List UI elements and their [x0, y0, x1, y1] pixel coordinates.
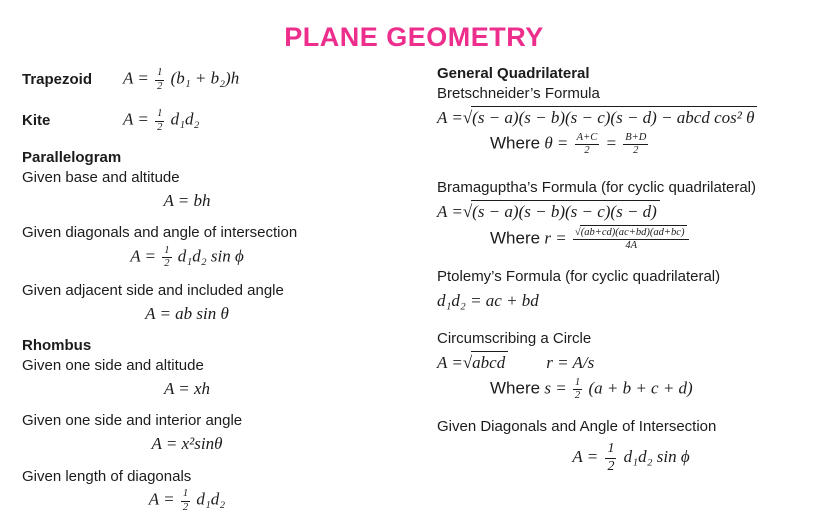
- section-heading-rhombus: Rhombus: [22, 337, 92, 355]
- radical-sign: √: [462, 352, 472, 372]
- bretschneider-section: [437, 84, 825, 157]
- formula-rhs: (a + b + c + d): [588, 378, 693, 398]
- where-label: Where: [490, 228, 541, 248]
- ptolemy-section: [437, 267, 825, 312]
- fraction: [605, 441, 616, 475]
- bramaguptha-section: [437, 178, 825, 251]
- radical: [463, 351, 508, 372]
- formula-lhs: A =: [572, 447, 599, 467]
- circumscribing-formula: [437, 352, 825, 374]
- item-formula: [22, 378, 352, 400]
- item-caption: Given length of diagonals: [22, 467, 192, 485]
- fraction-numerator: B+D: [623, 132, 648, 145]
- item-caption: Given adjacent side and included angle: [22, 282, 284, 300]
- formula-rhs: d₁d₂ sin ϕ: [177, 246, 244, 266]
- formula-text: A = ab sin θ: [145, 303, 229, 323]
- fraction-numerator: 1: [605, 441, 616, 459]
- diagonals-section: [437, 417, 825, 475]
- item-formula: [22, 433, 352, 455]
- item-caption: Given one side and altitude: [22, 357, 204, 375]
- formula-text: A = xh: [163, 378, 211, 398]
- fraction-numerator: 1: [162, 245, 171, 258]
- fraction-denominator: 2: [157, 121, 163, 133]
- item-formula: [22, 488, 352, 513]
- item-caption: Given diagonals and angle of intersection: [22, 224, 298, 242]
- kite-formula: [123, 108, 199, 133]
- formula-lhs: A =: [123, 109, 149, 129]
- section-heading-parallelogram: Parallelogram: [22, 149, 122, 166]
- rhombus-item-interior-angle: [22, 411, 420, 455]
- radicand: (ab+cd)(ac+bd)(ad+bc): [580, 225, 688, 238]
- fraction-denominator: 2: [182, 501, 189, 513]
- where-variable: s =: [544, 378, 567, 398]
- rhombus-item-diagonals: [22, 467, 420, 514]
- fraction-numerator: 1: [181, 488, 190, 501]
- parallelogram-item-base-altitude: [22, 168, 420, 212]
- fraction-denominator: 2: [633, 145, 639, 157]
- item-formula: [22, 190, 352, 212]
- formula-name: Circumscribing a Circle: [437, 330, 592, 347]
- radical-sign: √: [462, 202, 472, 222]
- radical-sign: √: [462, 107, 472, 127]
- where-variable: θ =: [544, 133, 569, 153]
- bramaguptha-formula: [437, 201, 825, 223]
- item-caption: Given base and altitude: [22, 168, 180, 186]
- formula-lhs: A =: [148, 489, 175, 509]
- formula-text: d₁d₂ = ac + bd: [437, 290, 539, 310]
- fraction: [155, 67, 164, 92]
- bretschneider-formula: [437, 107, 825, 129]
- formula-name: Bramaguptha’s Formula (for cyclic quadrilateral): [437, 179, 757, 197]
- fraction-numerator: 1: [155, 67, 164, 80]
- formula-rhs: d₁d₂: [170, 109, 200, 129]
- fraction-numerator: A+C: [575, 132, 600, 145]
- formula-name: Ptolemy’s Formula (for cyclic quadrilateral): [437, 267, 721, 285]
- circumscribing-where-line: [437, 377, 825, 402]
- fraction-denominator: 2: [584, 145, 590, 157]
- formula-lhs: A =: [437, 107, 463, 127]
- bretschneider-where-line: [437, 132, 825, 157]
- where-label: Where: [490, 378, 541, 398]
- page-title: PLANE GEOMETRY: [284, 22, 544, 52]
- item-formula: [22, 303, 352, 325]
- formula-rhs: d₁d₂: [196, 489, 226, 509]
- fraction: [573, 377, 582, 402]
- fraction-denominator: 2: [164, 257, 170, 269]
- radius-formula: r = A/s: [546, 352, 595, 372]
- radicand: abcd: [471, 351, 508, 372]
- radical: [463, 106, 758, 127]
- trapezoid-formula: [123, 67, 239, 92]
- formula-lhs: A =: [437, 352, 463, 372]
- diagonals-formula: [437, 441, 825, 475]
- rhombus-item-side-altitude: [22, 356, 420, 400]
- formula-text: A = x²sinθ: [151, 434, 223, 454]
- formula-rhs: (b₁ + b₂)h: [170, 68, 240, 88]
- where-label: Where: [490, 133, 541, 153]
- section-heading-general-quadrilateral: General Quadrilateral: [437, 65, 590, 82]
- fraction-denominator: 2: [574, 390, 581, 402]
- radical: [575, 225, 688, 238]
- radical-sign: √: [574, 226, 580, 238]
- fraction-numerator: 1: [573, 377, 582, 390]
- parallelogram-item-diagonals: [22, 223, 420, 270]
- item-caption: Given one side and interior angle: [22, 412, 243, 430]
- formula-lhs: A =: [437, 202, 463, 222]
- formula-rhs: d₁d₂ sin ϕ: [623, 447, 690, 467]
- fraction: [162, 245, 171, 270]
- where-variable: r =: [544, 228, 567, 248]
- equals-sign: =: [605, 133, 617, 153]
- formula-lhs: A =: [130, 246, 157, 266]
- fraction: [575, 132, 600, 157]
- radicand: (s − a)(s − b)(s − c)(s − d) − abcd cos² θ: [471, 106, 757, 127]
- fraction: [573, 227, 690, 252]
- ptolemy-formula: [437, 290, 825, 312]
- formula-lhs: A =: [123, 68, 149, 88]
- fraction: [181, 488, 190, 513]
- fraction-numerator: [573, 227, 690, 240]
- right-column: [437, 64, 825, 476]
- fraction-denominator: 4A: [625, 239, 638, 251]
- kite-row: [22, 107, 420, 135]
- fraction-numerator: 1: [155, 108, 164, 121]
- formula-text: A = bh: [163, 190, 211, 210]
- trapezoid-row: [22, 66, 420, 94]
- left-column: [22, 66, 420, 525]
- item-formula: [22, 245, 352, 270]
- item-caption: Given Diagonals and Angle of Intersection: [437, 418, 717, 436]
- kite-label: Kite: [22, 112, 51, 130]
- bramaguptha-where-line: [437, 227, 825, 252]
- fraction: [155, 108, 164, 133]
- radicand: (s − a)(s − b)(s − c)(s − d): [471, 200, 660, 221]
- radical: [463, 200, 660, 221]
- fraction-denominator: 2: [607, 459, 615, 474]
- fraction: [623, 132, 648, 157]
- formula-name: Bretschneider’s Formula: [437, 84, 600, 102]
- circumscribing-section: [437, 329, 825, 402]
- parallelogram-item-adjacent-side: [22, 281, 420, 325]
- trapezoid-label: Trapezoid: [22, 71, 93, 89]
- fraction-denominator: 2: [157, 80, 163, 92]
